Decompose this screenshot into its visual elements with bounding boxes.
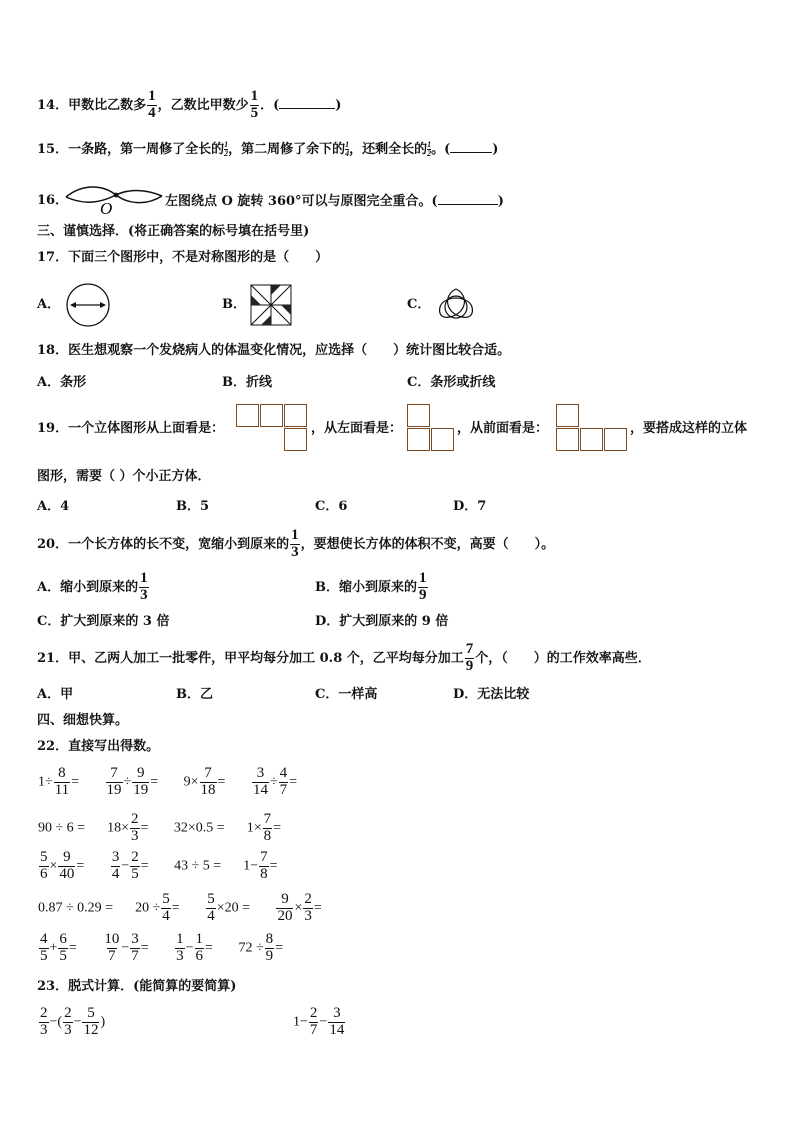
q18: 18．医生想观察一个发烧病人的体温变化情况，应选择（ ）统计图比较合适。 [37, 343, 511, 358]
q19-option-a[interactable]: A．4 [37, 499, 70, 514]
q21-option-b[interactable]: B．乙 [176, 687, 213, 702]
calc-row-1: 1÷ $\frac{8}{11}$ = $\frac{7}{19}$ ÷ $\frac{9}{19}$ = 9× $\frac{7}{18}$ = $\frac{3}{14}$ ÷ $\frac{4}{7}$ = [38, 765, 298, 798]
q18-option-b[interactable]: B．折线 [222, 375, 272, 390]
q19-c: ，从前面看是： [457, 421, 549, 436]
q17-option-b[interactable]: B． [222, 297, 246, 312]
q19-d: ，要搭成这样的立体 [630, 421, 748, 436]
q19-a: 19．一个立体图形从上面看是： [37, 421, 225, 436]
q17-option-c[interactable]: C． [407, 297, 431, 312]
q19-option-c[interactable]: C．6 [315, 499, 348, 514]
left-view-grid [407, 404, 455, 452]
q21: 21．甲、乙两人加工一批零件，甲平均每分加工 0.8 个，乙平均每分加工 $\frac{7}{9}$ 个，（ ）的工作效率高些． [37, 641, 651, 674]
q21-option-a[interactable]: A．甲 [37, 687, 74, 702]
top-view-grid [236, 404, 308, 452]
svg-text:O: O [100, 199, 113, 216]
expression-2: 1− $\frac{2}{7}$ − $\frac{3}{14}$ [293, 1005, 345, 1038]
section-3-heading: 三、谨慎选择．(将正确答案的标号填在括号里) [37, 224, 310, 239]
q17-option-a[interactable]: A． [37, 297, 61, 312]
q20-option-a[interactable]: A．缩小到原来的 $\frac{1}{3}$ [37, 570, 148, 603]
q20-option-d[interactable]: D．扩大到原来的 9 倍 [315, 614, 449, 629]
q21-option-c[interactable]: C．一样高 [315, 687, 378, 702]
q14: 14．甲数比乙数多 $\frac{1}{4}$ ，乙数比甲数少 $\frac{1}{5}$ ．( ) [37, 88, 342, 121]
circle-arrow-figure [63, 281, 113, 329]
calc-row-3: $\frac{5}{6}$ × $\frac{9}{40}$ = $\frac{3}{4}$ − $\frac{2}{5}$ = 43 ÷ 5 = 1− $\frac{7}{8}$ = [40, 849, 278, 882]
q16-text: 左图绕点 O 旋转 360°可以与原图完全重合。( ) [165, 194, 504, 209]
q20: 20．一个长方体的长不变，宽缩小到原来的 $\frac{1}{3}$ ，要想使长方体的体积不变，高要（ ）。 [37, 527, 555, 560]
q17: 17．下面三个图形中，不是对称图形的是（ ） [37, 250, 329, 265]
expression-1: $\frac{2}{3}$ −( $\frac{2}{3}$ − $\frac{5}{12}$ ) [40, 1005, 106, 1038]
calc-row-4: 0.87 ÷ 0.29 = 20 ÷ $\frac{5}{4}$ = $\frac{5}{4}$ ×20 = $\frac{9}{20}$ × $\frac{2}{3}$ = [38, 891, 322, 924]
q16-num: 16． [37, 193, 69, 208]
q23: 23．脱式计算．(能简算的要简算) [37, 979, 237, 994]
rotation-figure [62, 182, 166, 216]
q19-b: ，从左面看是： [311, 421, 403, 436]
trefoil-figure [433, 283, 479, 327]
q22: 22．直接写出得数。 [37, 739, 160, 754]
q21-option-d[interactable]: D．无法比较 [453, 687, 530, 702]
pinwheel-figure [249, 283, 293, 327]
q19-line2: 图形，需要（ ）个小正方体． [37, 469, 211, 484]
q19-option-d[interactable]: D．7 [453, 499, 487, 514]
q18-option-a[interactable]: A．条形 [37, 375, 87, 390]
answer-blank[interactable] [450, 142, 492, 153]
calc-row-5: $\frac{4}{5}$ + $\frac{6}{5}$ = $\frac{10}{7}$ − $\frac{3}{7}$ = $\frac{1}{3}$ − $\frac{1}{6}$ = 72 ÷ $\frac{8}{9}$ = [40, 931, 284, 964]
q15: 15．一条路，第一周修了全长的 $\frac{1}{2}$ ，第二周修了余下的 $\frac{1}{4}$ ，还剩全长的 $\frac{1}{2}$ 。( ) [37, 140, 499, 158]
q18-option-c[interactable]: C．条形或折线 [407, 375, 496, 390]
calc-row-2: 90 ÷ 6 = 18× $\frac{2}{3}$ = 32×0.5 = 1× $\frac{7}{8}$ = [38, 811, 282, 844]
answer-blank[interactable] [279, 98, 335, 109]
q20-option-c[interactable]: C．扩大到原来的 3 倍 [37, 614, 170, 629]
front-view-grid [556, 404, 628, 452]
q20-option-b[interactable]: B．缩小到原来的 $\frac{1}{9}$ [315, 570, 427, 603]
answer-blank[interactable] [438, 194, 498, 205]
q19-option-b[interactable]: B．5 [176, 499, 210, 514]
section-4-heading: 四、细想快算。 [37, 713, 129, 728]
